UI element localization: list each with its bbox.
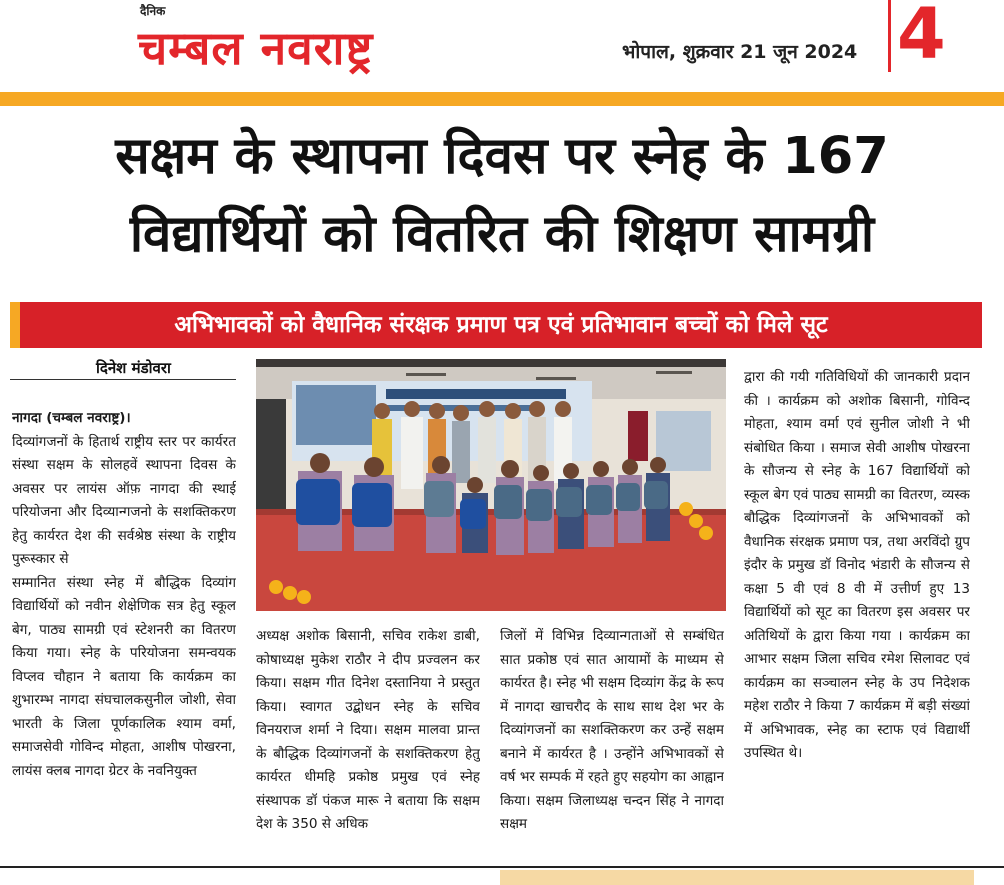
headline-line-2: विद्यार्थियों को वितरित की शिक्षण सामग्री: [129, 205, 875, 264]
masthead-color-bar: [0, 92, 1004, 106]
dateline: नागदा (चम्बल नवराष्ट्र)।: [12, 410, 131, 426]
article-paragraph-5: द्वारा की गयी गतिविधियों की जानकारी प्रदान की । कार्यक्रम को अशोक बिसानी, गोविन्द मोहता, श्याम वर्मा एवं सुनील जोशी ने भी संबोधित किया । समाज सेवी आशीष पोखरना के सौजन्य से स्नेह के 167 विद्यार्थियों को स्कूल बेग एवं पाठ्य सामग्री का वितरण, व्यस्क बौद्धिक दिव्यांगजनों के अभिभावकों को वैधानिक संरक्षक प्रमाण पत्र, तथा अरविंदो ग्रुप इंदौर के प्रमुख डॉ विनोद भंडारी के सौजन्य से कक्षा 5 वी एवं 8 वी में उत्तीर्ण हुए 13 विद्यार्थियों को सूट का वितरण इस अवसर पर अतिथियों के द्वारा किया गया । कार्यक्रम का आभार सक्षम जिला सचिव रमेश सिलावट एवं कार्यक्रम का सञ्चालन स्नेह के उप निदेशक महेश राठौर ने किया 7 कार्यक्रम में बड़ी संख्यां में अभिभावक, स्नेह का स्टाफ एवं विद्यार्थी उपस्थित थे।: [744, 369, 970, 761]
article-column-4: [744, 366, 970, 862]
masthead-divider: [888, 0, 891, 72]
article-paragraph-4: जिलों में विभिन्न दिव्यान्गताओं से सम्बंधित सात प्रकोष्ठ एवं सात आयामों के माध्यम से कार्यरत है। स्नेह भी सक्षम दिव्यांग केंद्र के रूप में नागदा खाचरौद के साथ साथ देश भर के दिव्यांगजनों का सशक्तिकरण कर उन्हें सक्षम बनाने में कार्यरत है । उन्होंने अभिभावकों से वर्ष भर सम्पर्क में रहते हुए सहयोग का आह्वान किया। सक्षम जिलाध्यक्ष चन्दन सिंह ने नागदा सक्षम: [500, 628, 724, 832]
headline: [0, 118, 1004, 274]
next-article-strip: [500, 870, 974, 885]
article-paragraph-1: दिव्यांगजनों के हितार्थ राष्ट्रीय स्तर पर कार्यरत संस्था सक्षम के सोलहवें स्थापना दिवस के अवसर पर लायंस ऑफ़ नागदा की स्थाई परियोजना और दिव्यान्गजनो के सशक्तिकरण हेतु कार्यरत देश की सर्वश्रेष्ठ संस्था के राष्ट्रीय पुरूस्कार से: [12, 433, 236, 567]
event-photo-illustration: [256, 359, 726, 611]
subheadline-banner: [10, 302, 982, 348]
masthead: [0, 0, 1004, 96]
article-paragraph-3: अध्यक्ष अशोक बिसानी, सचिव राकेश डाबी, कोषाध्यक्ष मुकेश राठौर ने दीप प्रज्वलन कर किया। सक्षम गीत दिनेश दस्तानिया ने प्रस्तुत किया। स्वागत उद्बोधन स्नेह के सचिव विनयराज शर्मा ने दिया। सक्षम मालवा प्रान्त के बौद्धिक दिव्यांगजनों के सशक्तिकरण हेतु कार्यरत धीमहि प्रकोष्ठ प्रमुख एवं स्नेह संस्थापक डॉ पंकज मारू ने बताया कि सक्षम देश के 350 से अधिक: [256, 628, 480, 832]
edition-date: भोपाल, शुक्रवार 21 जून 2024: [622, 41, 858, 63]
article-column-3: [500, 625, 724, 860]
article-column-2: [256, 625, 480, 860]
subheadline: अभिभावकों को वैधानिक संरक्षक प्रमाण पत्र एवं प्रतिभावान बच्चों को मिले सूट: [174, 312, 828, 338]
event-photo: [256, 359, 726, 611]
newspaper-logo: चम्बल नवराष्ट्र: [138, 21, 374, 75]
masthead-prefix: दैनिक: [140, 4, 166, 18]
byline: दिनेश मंडोवरा: [96, 359, 171, 377]
byline-divider: [10, 379, 236, 380]
article-paragraph-2: सम्मानित संस्था स्नेह में बौद्धिक दिव्यांग विद्यार्थियों को नवीन शेक्षेणिक सत्र हेतु स्कूल बेग, पाठ्य सामग्री एवं स्टेशनरी का वितरण किया गया। स्नेह के परियोजना समन्वयक विप्लव चौहान ने बताया कि कार्यक्रम का शुभारम्भ नागदा संघचालकसुनील जोशी, सेवा भारती के जिला पूर्णकालिक श्याम वर्मा, समाजसेवी गोविन्द मोहता, आशीष पोखरना, लायंस क्लब नागदा ग्रेटर के नवनियुक्त: [12, 574, 236, 779]
page-bottom-divider: [0, 866, 1004, 868]
headline-line-1: सक्षम के स्थापना दिवस पर स्नेह के 167: [115, 127, 889, 186]
page-number: 4: [897, 0, 946, 75]
article-column-1: [12, 407, 236, 862]
